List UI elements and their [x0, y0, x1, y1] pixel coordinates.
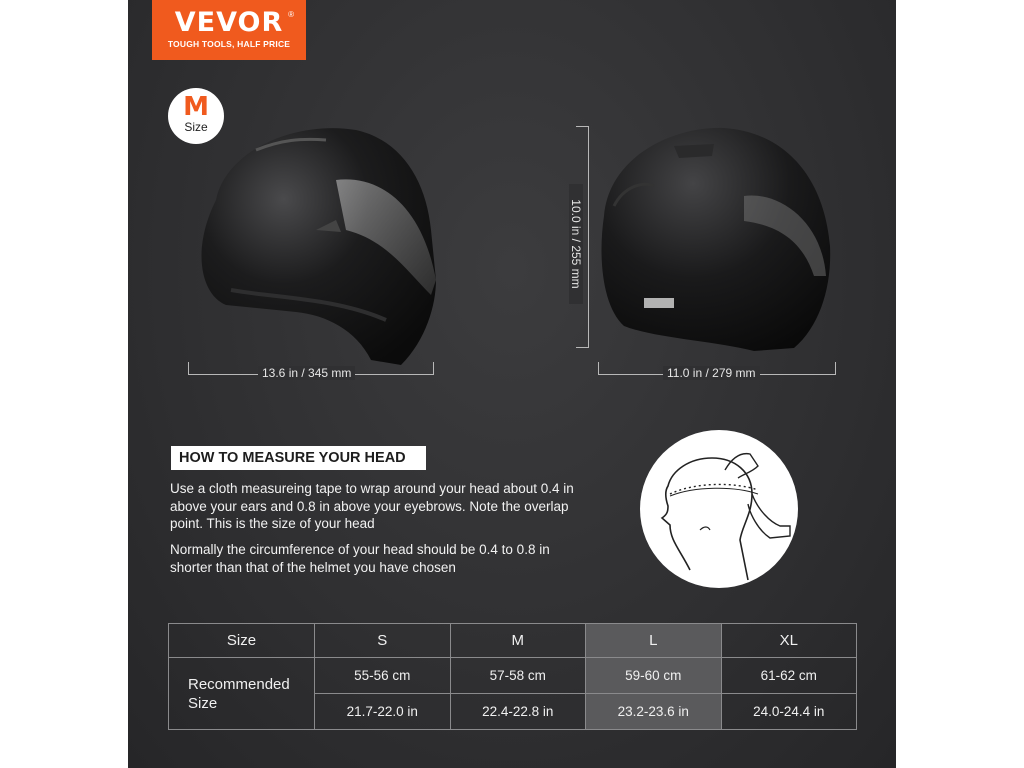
measure-heading: HOW TO MEASURE YOUR HEAD [171, 446, 426, 470]
height-tick-bottom [576, 347, 589, 348]
size-m-cm: 57-58 cm [450, 658, 586, 694]
size-m-in: 22.4-22.8 in [450, 694, 586, 730]
size-header-label: Size [169, 624, 315, 658]
width-tick-left [598, 362, 599, 375]
size-column-m: M [450, 624, 586, 658]
side-length-label: 13.6 in / 345 mm [258, 366, 355, 380]
size-s-cm: 55-56 cm [315, 658, 451, 694]
measure-note: Normally the circumference of your head should be 0.4 to 0.8 in shorter than that of the helmet you have chosen [170, 542, 550, 575]
brand-name: VEVOR [174, 7, 284, 38]
size-column-s: S [315, 624, 451, 658]
size-xl-in: 24.0-24.4 in [721, 694, 857, 730]
measure-instructions: Use a cloth measureing tape to wrap around your head about 0.4 in above your ears and 0.8 in above your eyebrows. Note the overlap point. This is the size of your head [170, 481, 574, 531]
brand-tagline: TOUGH TOOLS, HALF PRICE [167, 39, 291, 49]
height-label: 10.0 in / 255 mm [569, 184, 583, 304]
helmet-front-view-image [594, 126, 838, 356]
registered-mark: ® [288, 10, 294, 19]
side-length-tick-left [188, 362, 189, 375]
brand-logo [152, 0, 306, 60]
size-s-in: 21.7-22.0 in [315, 694, 451, 730]
width-tick-right [835, 362, 836, 375]
recommended-size-label: Recommended Size [169, 658, 315, 730]
size-badge-word: Size [184, 120, 208, 134]
size-chart-cm-row [169, 658, 857, 694]
size-l-in: 23.2-23.6 in [586, 694, 722, 730]
head-measuring-illustration [640, 430, 798, 588]
size-chart-table [168, 623, 857, 730]
height-tick-top [576, 126, 589, 127]
product-panel [128, 0, 896, 768]
size-column-l: L [586, 624, 722, 658]
helmet-side-view-image [186, 120, 442, 370]
height-dimension-line [588, 126, 589, 348]
head-measuring-icon [640, 430, 798, 588]
size-badge-letter: M [183, 92, 209, 122]
width-label: 11.0 in / 279 mm [663, 366, 760, 380]
size-column-xl: XL [721, 624, 857, 658]
size-l-cm: 59-60 cm [586, 658, 722, 694]
size-chart-header-row [169, 624, 857, 658]
size-xl-cm: 61-62 cm [721, 658, 857, 694]
side-length-tick-right [433, 362, 434, 375]
